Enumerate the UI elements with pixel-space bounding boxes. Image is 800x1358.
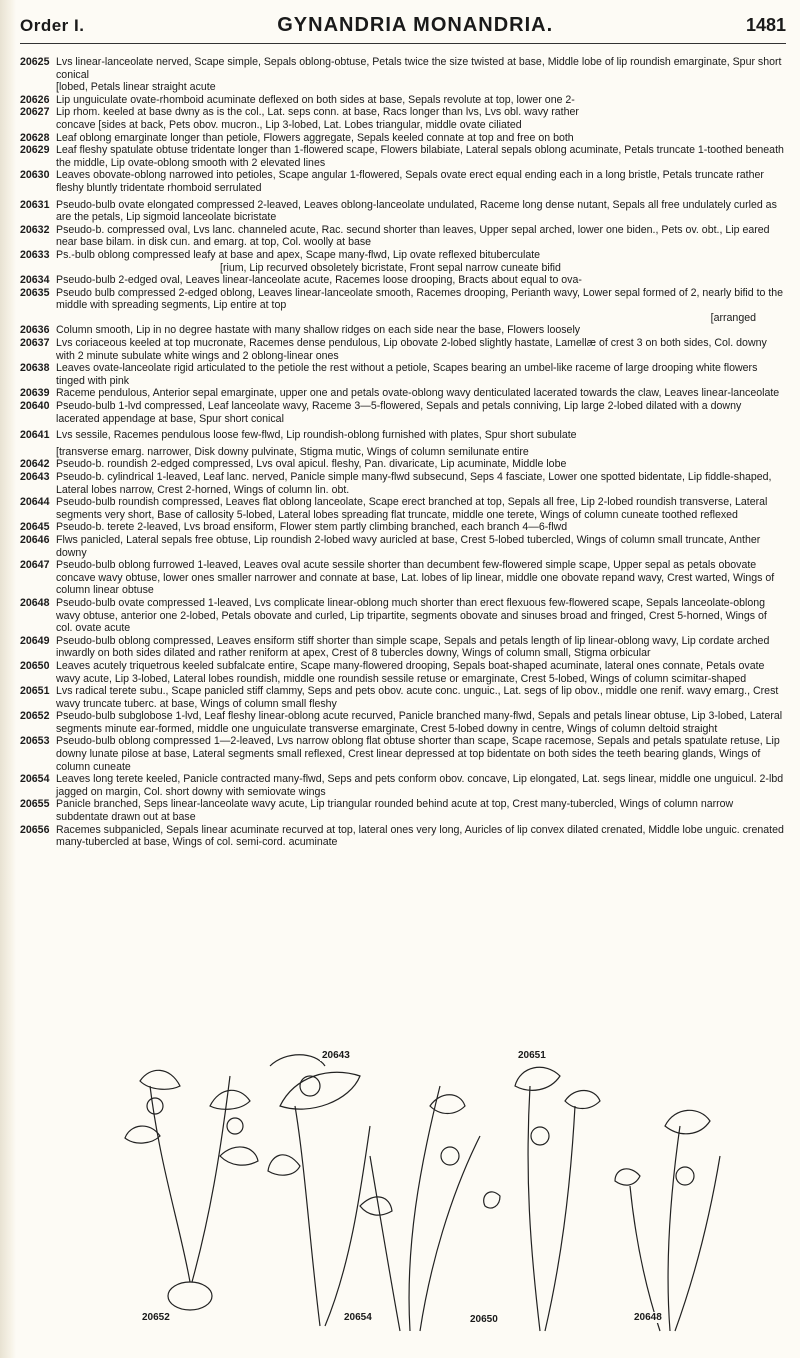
species-description: Pseudo-b. compressed oval, Lvs lanc. channeled acute, Rac. secund shorter than leaves, Upper sepal arched, lower one biden., Pets ov. obt., Lip eared near base bilam. in disk cun. and emarg. at top, Col. woolly at base (56, 223, 770, 249)
species-entry (20, 685, 786, 710)
species-entry (20, 337, 786, 362)
species-entry (20, 169, 786, 194)
species-entry (20, 496, 786, 521)
page (20, 14, 786, 849)
species-entry (20, 710, 786, 735)
species-number: 20633 (20, 248, 50, 261)
orchid-drawing-20652 (125, 1070, 258, 1310)
species-entry (20, 249, 786, 262)
species-entry (20, 597, 786, 635)
species-description: Pseudo-bulb 1-lvd compressed, Leaf lanceolate wavy, Raceme 3—5-flowered, Sepals and petals conniving, Lip large 2-lobed dilated with a downy lacerated appendage at base, Spur short conical (56, 400, 742, 425)
species-entry (20, 144, 786, 169)
species-number: 20646 (20, 533, 50, 546)
species-number: 20628 (20, 131, 50, 144)
species-number: 20632 (20, 223, 50, 236)
species-description: Flws panicled, Lateral sepals free obtuse, Lip roundish 2-lobed wavy auricled at base, Crest 5-lobed tubercled, Wings of column small truncate, Anther downy (56, 533, 761, 559)
species-entry (20, 824, 786, 849)
orchid-drawing-20643 (268, 1055, 392, 1326)
species-description: Pseudo-b. cylindrical 1-leaved, Leaf lanc. nerved, Panicle simple many-flwd subsecund, Seps 4 fasciate, Lower one spotted bidentate, Lip fiddle-shaped, Lateral lobes narrow, Crest 2-horned, Wings of column lin. obt. (56, 471, 772, 496)
species-number: 20644 (20, 496, 50, 509)
figure-label-20643: 20643 (322, 1050, 350, 1061)
species-entry (20, 400, 786, 425)
species-entry (20, 521, 786, 534)
species-entry (20, 287, 786, 312)
species-number: 20631 (20, 198, 50, 211)
continuation-line: [rium, Lip recurved obsoletely bicristate, Front sepal narrow cuneate bifid (220, 261, 561, 274)
species-number: 20647 (20, 559, 50, 572)
species-number: 20638 (20, 362, 50, 375)
header-title: GYNANDRIA MONANDRIA. (277, 14, 554, 36)
species-number: 20648 (20, 596, 50, 609)
species-description: Ps.-bulb oblong compressed leafy at base and apex, Scape many-flwd, Lip ovate reflexed bituberculate (56, 248, 541, 261)
species-number: 20656 (20, 823, 50, 836)
species-description: Lip unguiculate ovate-rhomboid acuminate deflexed on both sides at base, Sepals revolute at top, lower one 2- (56, 93, 575, 106)
species-entry (20, 274, 786, 287)
species-number: 20655 (20, 798, 50, 811)
species-entries (20, 56, 786, 849)
species-entry (20, 798, 786, 823)
species-entry (20, 324, 786, 337)
species-description: Pseudo-bulb oblong compressed 1—2-leaved, Lvs narrow oblong flat obtuse shorter than scape, Scape racemose, Sepals and petals spatulate retuse, Lip downy lunate pilose at base, Lateral segments small reflexed, Crest linear depressed at top bidentate on both sides the teeth bearing glands, Wings of column cuneate (56, 735, 780, 773)
species-description: Lip rhom. keeled at base dwny as is the col., Lat. seps conn. at base, Racs longer than lvs, Lvs obl. wavy rather (56, 106, 579, 119)
species-description: Lvs coriaceous keeled at top mucronate, Racemes dense pendulous, Lip obovate 2-lobed slightly hastate, Lamellæ of crest 3 on both sides, Col. downy with 2 minute subulate white wings and 2 oblong-linear ones (56, 337, 767, 362)
species-description: Pseudo-bulb ovate elongated compressed 2-leaved, Leaves oblong-lanceolate undulated, Raceme long dense nutant, Sepals all free undulately curled as are the petals, Lip sigmoid lanceolate bicristate (56, 198, 777, 224)
figure-label-20654: 20654 (344, 1312, 372, 1323)
species-entry (20, 635, 786, 660)
species-description: Column smooth, Lip in no degree hastate with many shallow ridges on each side near the base, Flowers loosely (56, 324, 581, 337)
page-number: 1481 (745, 15, 786, 35)
species-number: 20652 (20, 710, 50, 723)
species-number: 20641 (20, 429, 50, 442)
species-entry (20, 362, 786, 387)
species-entry (20, 387, 786, 400)
species-description: Leaves ovate-lanceolate rigid articulated to the petiole the rest without a petiole, Scapes bearing an umbel-like raceme of large drooping white flowers tinged with pink (56, 362, 758, 387)
species-number: 20625 (20, 56, 50, 68)
species-description: Pseudo-bulb subglobose 1-lvd, Leaf fleshy linear-oblong acute recurved, Panicle branched many-flwd, Sepals and petals linear obtuse, Lip 3-lobed, Lateral segments minute ear-formed, middle one unguiculate transverse emarginate, Crest 5-lobed downy in centre, Wings of column deltoid straight (56, 710, 783, 735)
species-description: Pseudo-bulb oblong furrowed 1-leaved, Leaves oval acute sessile shorter than decumbent few-flowered simple scape, Upper sepal as petals obovate concave wavy obtuse, lower ones smaller narrower and connate at base, Lat. lobes of lip linear, middle one obovate repand wavy, Crest warted, Wings of column linear obtuse (56, 559, 775, 597)
species-number: 20629 (20, 144, 50, 157)
species-description: Racemes subpanicled, Sepals linear acuminate recurved at top, lateral ones very long, Auricles of lip convex dilated crenated, Middle lobe unguic. crenated many-tubercled at base, Wings of col. semi-cord. acuminate (56, 823, 784, 849)
continuation-line: [lobed, Petals linear straight acute (56, 81, 216, 94)
botanical-illustration (120, 1046, 730, 1336)
species-description: Pseudo-bulb 2-edged oval, Leaves linear-lanceolate acute, Racemes loose drooping, Bracts about equal to ova- (56, 274, 582, 287)
species-number: 20649 (20, 634, 50, 647)
orchid-drawing-20654 (370, 1086, 480, 1331)
species-number: 20651 (20, 685, 50, 698)
species-number: 20637 (20, 337, 50, 350)
species-number: 20639 (20, 387, 50, 400)
species-number: 20643 (20, 471, 50, 483)
species-number: 20636 (20, 324, 50, 337)
orchid-drawing-20651 (484, 1067, 600, 1331)
species-description: Lvs sessile, Racemes pendulous loose few-flwd, Lip roundish-oblong furnished with plates, Spur short subulate (56, 429, 577, 442)
figure-label-20650: 20650 (470, 1314, 498, 1325)
species-entry (20, 132, 786, 145)
species-description: Raceme pendulous, Anterior sepal emarginate, upper one and petals ovate-oblong wavy denticulated lacerated towards the claw, Leaves linear-lanceolate (56, 387, 780, 400)
figure-label-20651: 20651 (518, 1050, 546, 1061)
species-entry (20, 224, 786, 249)
species-description: Pseudo-b. terete 2-leaved, Lvs broad ensiform, Flower stem partly climbing branched, each branch 4—6-flwd (56, 521, 568, 534)
continuation-line: [arranged (710, 311, 756, 324)
species-entry (20, 735, 786, 773)
species-description: Leaves long terete keeled, Panicle contracted many-flwd, Seps and pets conform obov. concave, Lip elongated, Lat. segs linear, middle one unguicul. 2-lbd jagged on margin, Col. short downy with semiovate wings (56, 773, 784, 798)
species-description: Leaves obovate-oblong narrowed into petioles, Scape angular 1-flowered, Sepals ovate erect equal ending each in a long bristle, Petals truncate rather fleshy bluntly tridentate rhomboid serrulated (56, 169, 764, 194)
species-number: 20627 (20, 106, 50, 119)
continuation-line: concave [sides at back, Pets obov. mucron., Lip 3-lobed, Lat. Lobes triangular, middle ovate ciliated (56, 118, 522, 131)
species-entry (20, 106, 786, 119)
species-description: Pseudo-bulb ovate compressed 1-leaved, Lvs complicate linear-oblong much shorter than erect flexuous few-flowered scape, Sepals lanceolate-oblong wavy obtuse, anterior one 2-lobed, Petals obovate and curled, Lip tripartite, segments obovate and sinuses broad and fringed, Crest 5-horned, Wings of col. ovate acute (56, 596, 767, 635)
orchid-drawings (120, 1046, 730, 1336)
species-entry (20, 199, 786, 224)
species-description: Lvs radical terete subu., Scape panicled stiff clammy, Seps and pets obov. acute conc. unguic., Lat. segs of lip obov., middle one renif. wavy emarg., Crest wavy truncate tuberc. at base, Wings of column small fleshy (56, 685, 779, 710)
species-entry (20, 471, 786, 496)
running-header (20, 14, 786, 44)
species-entry (20, 458, 786, 471)
species-description: Pseudo-bulb roundish compressed, Leaves flat oblong lanceolate, Scape erect branched at top, Sepals all free, Lip 2-lobed roundish transverse, Lateral segments very short, Base of callosity 5-lobed, Lateral lobes spreading flat truncate, middle one terete, Wings of column cuneate toothed reflexed (56, 496, 768, 521)
species-number: 20640 (20, 400, 50, 413)
species-entry (20, 94, 786, 107)
species-number: 20630 (20, 169, 50, 182)
species-number: 20634 (20, 274, 50, 287)
species-description: Panicle branched, Seps linear-lanceolate wavy acute, Lip triangular rounded behind acute at top, Crest many-tubercled, Wings of column narrow subdentate drawn out at base (56, 798, 734, 824)
header-order: Order I. (20, 16, 85, 35)
species-number: 20645 (20, 521, 50, 534)
species-description: Lvs linear-lanceolate nerved, Scape simple, Sepals oblong-obtuse, Petals twice the size twisted at base, Middle lobe of lip roundish emarginate, Spur short conical (56, 56, 782, 81)
species-number: 20635 (20, 286, 50, 299)
species-number: 20626 (20, 93, 50, 106)
figure-label-20648: 20648 (634, 1312, 662, 1323)
species-description: Pseudo-b. roundish 2-edged compressed, Lvs oval apicul. fleshy, Pan. divaricate, Lip acuminate, Middle lobe (56, 458, 567, 471)
figure-label-20652: 20652 (142, 1312, 170, 1323)
species-entry (20, 429, 786, 442)
species-number: 20653 (20, 735, 50, 748)
species-number: 20642 (20, 458, 50, 471)
species-entry (20, 534, 786, 559)
species-number: 20650 (20, 659, 50, 672)
continuation-line: [transverse emarg. narrower, Disk downy pulvinate, Stigma mutic, Wings of column semilunate entire (56, 445, 529, 458)
species-description: Pseudo bulb compressed 2-edged oblong, Leaves linear-lanceolate smooth, Racemes drooping, Perianth wavy, Lower sepal formed of 2, nearly bifid to the middle with spreading segments, Lip entire at top (56, 286, 784, 312)
species-entry (20, 559, 786, 597)
species-description: Pseudo-bulb oblong compressed, Leaves ensiform stiff shorter than simple scape, Sepals and petals length of lip linear-oblong wavy, Lip cordate arched inwardly on both sides dilated and rather reniform at apex, Crest of 8 tubercles downy, Wings of column small, Stigma orbicular (56, 634, 770, 660)
orchid-drawing-20648 (615, 1110, 720, 1331)
species-entry (20, 56, 786, 81)
species-entry (20, 773, 786, 798)
book-spine-shadow (0, 0, 16, 1358)
species-description: Leaves acutely triquetrous keeled subfalcate entire, Scape many-flowered drooping, Sepals boat-shaped acuminate, lateral ones connate, Petals ovate wavy acute, Lip 3-lobed, Lateral lobes roundish, middle one roundish sessile retuse or emarginate, Crest 5-lobed, Wings of column scimitar-shaped (56, 659, 765, 685)
species-entry (20, 660, 786, 685)
species-number: 20654 (20, 773, 50, 786)
species-description: Leaf fleshy spatulate obtuse tridentate longer than 1-flowered scape, Flowers bilabiate, Lateral sepals oblong acuminate, Petals truncate 1-toothed beneath the middle, Lip ovate-oblong smooth with 2 elevated lines (56, 144, 784, 169)
species-description: Leaf oblong emarginate longer than petiole, Flowers aggregate, Sepals keeled connate at top and free on both (56, 131, 574, 144)
